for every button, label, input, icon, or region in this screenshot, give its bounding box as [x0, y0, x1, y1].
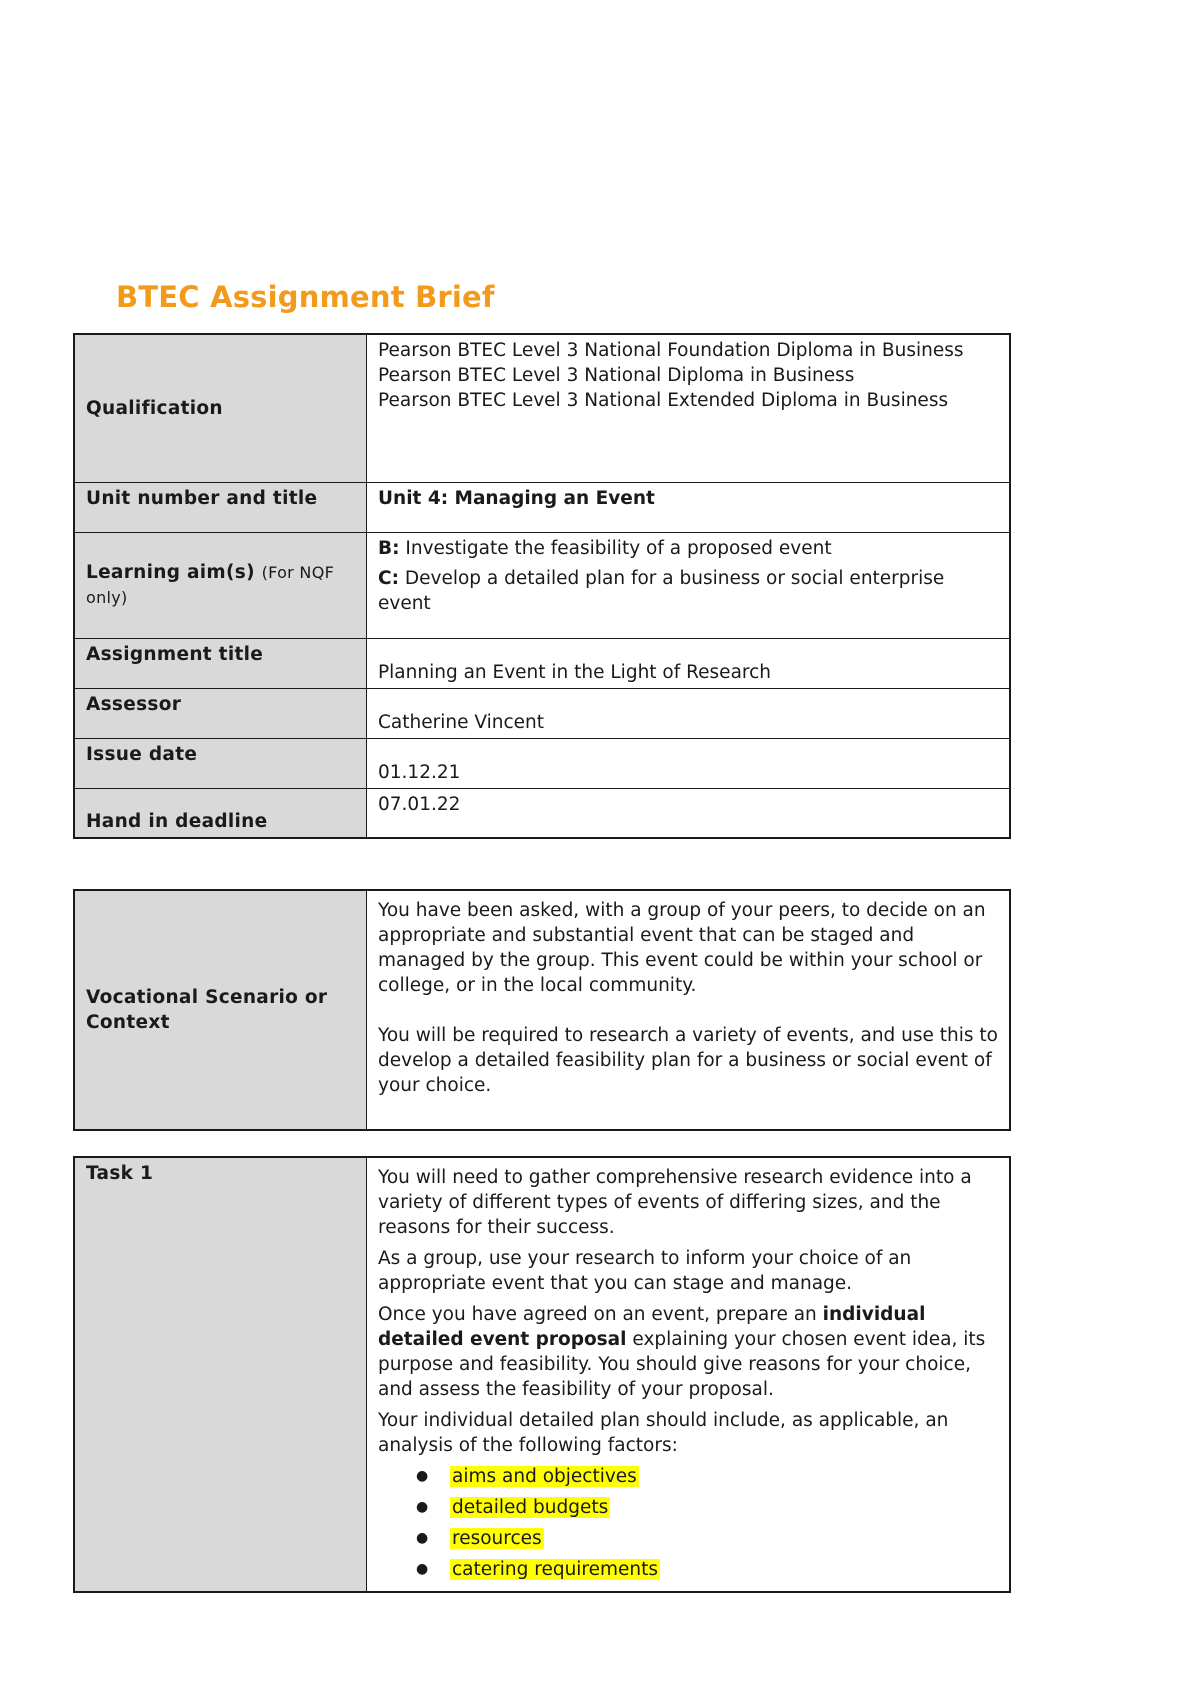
- unit-label: Unit number and title: [74, 482, 367, 532]
- task1-paragraph-proposal: [378, 1302, 998, 1402]
- document-title: BTEC Assignment Brief: [116, 280, 495, 314]
- task1-table: [73, 1156, 1011, 1593]
- qualification-line: Pearson BTEC Level 3 National Extended Diploma in Business: [378, 390, 949, 411]
- assignment-title-row: [74, 638, 1010, 688]
- task1-value: [367, 1157, 1011, 1592]
- learning-aims-note: (For NQF only): [86, 563, 335, 607]
- list-item: [416, 1464, 998, 1489]
- aim-text: Investigate the feasibility of a proposed event: [405, 537, 832, 559]
- aim-text: Develop a detailed plan for a business or social enterprise event: [378, 567, 945, 614]
- learning-aim-c: [378, 566, 998, 616]
- deadline-value: 07.01.22: [367, 788, 1011, 838]
- task1-label: Task 1: [74, 1157, 367, 1592]
- task1-paragraph-research: You will need to gather comprehensive research evidence into a variety of different types of events of differing sizes, and the reasons for their success.: [378, 1167, 972, 1238]
- assessor-row: [74, 688, 1010, 738]
- qualification-label: Qualification: [74, 334, 367, 482]
- task1-paragraph-plan: Your individual detailed plan should include, as applicable, an analysis of the following factors:: [378, 1410, 949, 1456]
- assignment-title-label: Assignment title: [74, 638, 367, 688]
- learning-aims-row: [74, 532, 1010, 638]
- learning-aims-label-text: Learning aim(s): [86, 562, 255, 583]
- learning-aims-value: [367, 532, 1011, 638]
- scenario-label: Vocational Scenario or Context: [74, 890, 367, 1130]
- scenario-value: [367, 890, 1011, 1130]
- qualification-row: [74, 334, 1010, 482]
- deadline-row: [74, 788, 1010, 838]
- bullet-icon: ●: [416, 1530, 429, 1546]
- aim-code: C:: [378, 567, 399, 589]
- task1-paragraph-group: As a group, use your research to inform your choice of an appropriate event that you can stage and manage.: [378, 1248, 912, 1294]
- factor-text: aims and objectives: [452, 1466, 637, 1487]
- proposal-text-bold: individual detailed event proposal: [378, 1304, 926, 1350]
- assignment-details-table: [73, 333, 1011, 839]
- proposal-text-after: explaining your chosen event idea, its purpose and feasibility. You should give reasons for your choice, and assess the feasibility of your proposal.: [378, 1329, 986, 1400]
- bullet-icon: ●: [416, 1468, 429, 1484]
- factors-list: [378, 1464, 998, 1582]
- scenario-paragraph: You have been asked, with a group of your peers, to decide on an appropriate and substantial event that can be staged and managed by the group. This event could be within your school or college, or in the local community.: [378, 900, 986, 996]
- factor-text: resources: [452, 1528, 542, 1549]
- assessor-value: Catherine Vincent: [367, 688, 1011, 738]
- bullet-icon: ●: [416, 1499, 429, 1515]
- scenario-row: [74, 890, 1010, 1130]
- list-item: [416, 1526, 998, 1551]
- assessor-label: Assessor: [74, 688, 367, 738]
- qualification-value: [367, 334, 1011, 482]
- scenario-table: [73, 889, 1011, 1131]
- deadline-label: Hand in deadline: [74, 788, 367, 838]
- factor-text: catering requirements: [452, 1559, 659, 1580]
- issue-date-value: 01.12.21: [367, 738, 1011, 788]
- issue-date-label: Issue date: [74, 738, 367, 788]
- aim-code: B:: [378, 537, 400, 559]
- unit-value: [367, 482, 1011, 532]
- qualification-line: Pearson BTEC Level 3 National Diploma in Business: [378, 365, 855, 386]
- issue-date-row: [74, 738, 1010, 788]
- bullet-icon: ●: [416, 1561, 429, 1577]
- qualification-line: Pearson BTEC Level 3 National Foundation Diploma in Business: [378, 340, 964, 361]
- learning-aims-label: [74, 532, 367, 638]
- list-item: [416, 1557, 998, 1582]
- learning-aim-b: [378, 536, 998, 561]
- assignment-title-value: Planning an Event in the Light of Research: [367, 638, 1011, 688]
- unit-title: Unit 4: Managing an Event: [378, 487, 655, 509]
- list-item: [416, 1495, 998, 1520]
- proposal-text-before: Once you have agreed on an event, prepare an: [378, 1304, 823, 1325]
- scenario-paragraph: You will be required to research a variety of events, and use this to develop a detailed feasibility plan for a business or social event of your choice.: [378, 1025, 999, 1096]
- factor-text: detailed budgets: [452, 1497, 609, 1518]
- task1-row: [74, 1157, 1010, 1592]
- unit-row: [74, 482, 1010, 532]
